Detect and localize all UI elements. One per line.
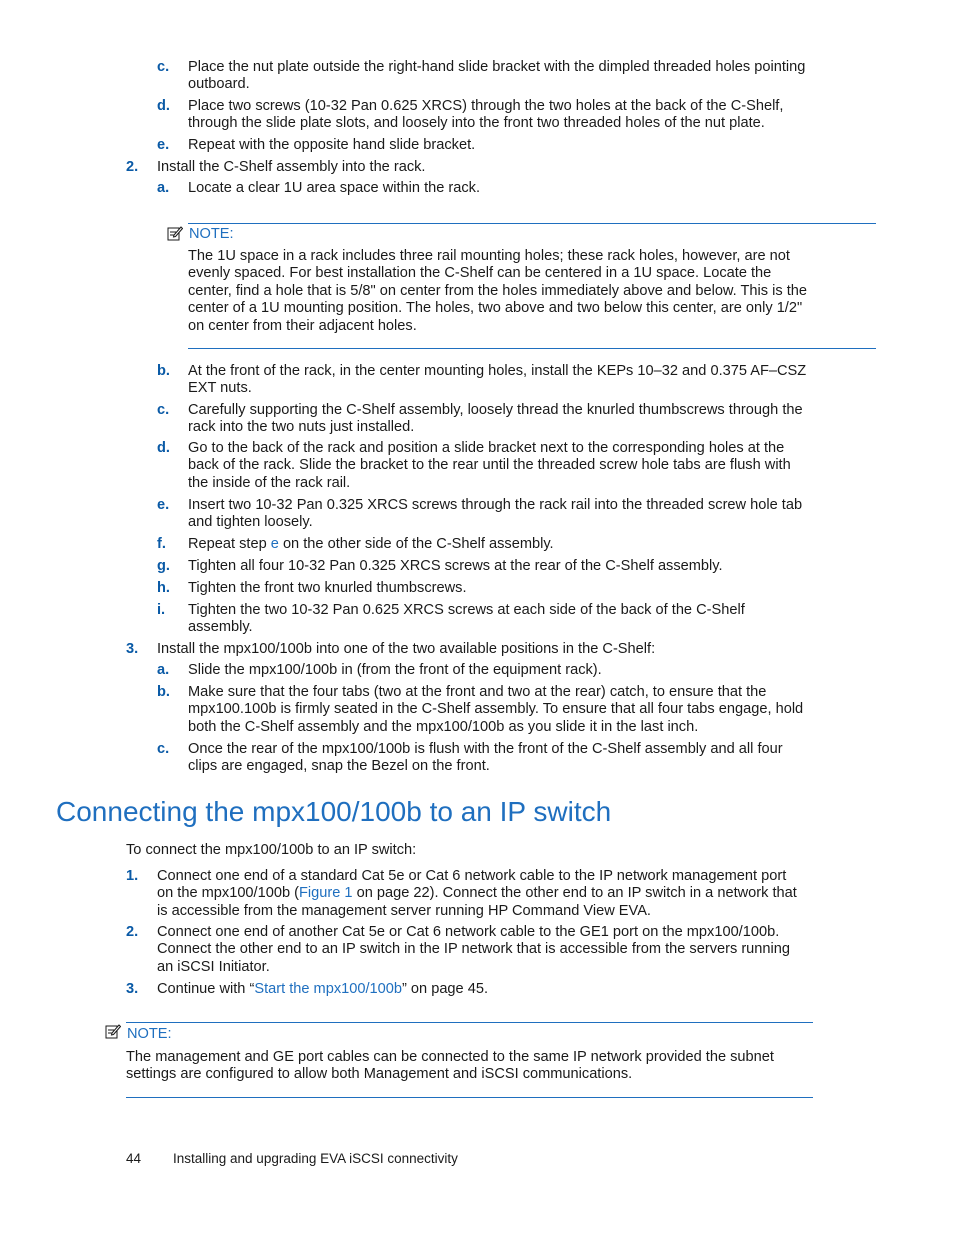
step-text-before: Continue with “ [157, 981, 255, 997]
step-marker: 3. [126, 641, 139, 657]
step-text-after: on page 22). Connect the other end to an IP switch in a network that is accessible from the management server running HP Command View EVA. [157, 885, 797, 919]
note-label: NOTE: [127, 1026, 172, 1042]
step-text: Slide the mpx100/100b in (from the front of the equipment rack). [188, 662, 602, 678]
page-number: 44 [126, 1151, 142, 1166]
step-marker: c. [157, 59, 170, 75]
step-marker: a. [157, 662, 170, 678]
step-marker: e. [157, 137, 170, 153]
step-2d [157, 440, 807, 492]
note-top-rule [188, 223, 876, 224]
step-text: Go to the back of the rack and position a slide bracket next to the corresponding holes at the back of the rack. Slide the bracket to the rear until the threaded screw hole tabs are flush with the inside of the rack rail. [188, 440, 791, 491]
step-marker: f. [157, 536, 166, 552]
step-text: Place two screws (10-32 Pan 0.625 XRCS) through the two holes at the back of the C-Shelf, through the slide plate slots, and loosely into the front two threaded holes of the nut plate. [188, 98, 784, 132]
step-marker: 1. [126, 868, 139, 884]
step-2b [157, 363, 807, 398]
step-2f [157, 536, 807, 553]
step-text-before: Repeat step [188, 536, 271, 552]
step-text: Make sure that the four tabs (two at the front and two at the rear) catch, to ensure that the mpx100.100b is firmly seated in the C-Shelf assembly. To ensure that all four tabs engage, hold both the C-Shelf assembly and the mpx100/100b as you slide it in the last inch. [188, 684, 804, 735]
step-2g [157, 558, 807, 575]
step-1c [157, 59, 807, 94]
note-label: NOTE: [189, 226, 234, 242]
step-marker: d. [157, 98, 170, 114]
note-pencil-icon [105, 1023, 121, 1039]
step-marker: b. [157, 684, 170, 700]
step-marker: a. [157, 180, 170, 196]
step-text-before: Connect one end of a standard Cat 5e or Cat 6 network cable to the IP network management port on the mpx100/100b ( [157, 868, 787, 902]
step-1e [157, 137, 807, 154]
step-3 [126, 641, 806, 658]
step-2i [157, 602, 807, 637]
step-marker: c. [157, 741, 170, 757]
step-marker: e. [157, 497, 170, 513]
step-text: Connect one end of another Cat 5e or Cat 6 network cable to the GE1 port on the mpx100/100b. Connect the other end to an IP switch in the IP network that is accessible from the servers running an iSCSI Initiator. [157, 924, 791, 975]
step-2e [157, 497, 807, 532]
step-marker: 3. [126, 981, 139, 997]
step-marker: b. [157, 363, 170, 379]
step-text-after: on the other side of the C-Shelf assembly. [278, 536, 554, 552]
figure-1-link[interactable]: Figure 1 [298, 885, 353, 902]
step-2a [157, 180, 807, 197]
step-marker: i. [157, 602, 166, 618]
step-text: Carefully supporting the C-Shelf assembly, loosely thread the knurled thumbscrews through the rack into the two nuts just installed. [188, 402, 803, 436]
step-text: Tighten the two 10-32 Pan 0.625 XRCS screws at each side of the back of the C-Shelf assembly. [188, 602, 745, 636]
step-text: Install the C-Shelf assembly into the rack. [157, 159, 426, 175]
note-top-rule [126, 1022, 813, 1023]
step-2 [126, 159, 806, 176]
step-3b [157, 684, 807, 736]
step-marker: 2. [126, 924, 139, 940]
step-text: Insert two 10-32 Pan 0.325 XRCS screws through the rack rail into the threaded screw hole tab and tighten loosely. [188, 497, 803, 531]
note-text: The 1U space in a rack includes three rail mounting holes; these rack holes, however, are not evenly spaced. For best installation the C-Shelf can be centered in a 1U space. Locate the center, find a hole that is 5/8" on center from the holes immediately above and below. This is the center of a 1U mounting position. The holes, two above and two below this center, are only 1/2" on center from their adjacent holes. [188, 248, 808, 334]
step-text: Tighten all four 10-32 Pan 0.325 XRCS screws at the rear of the C-Shelf assembly. [188, 558, 723, 574]
step-2h [157, 580, 807, 597]
step-marker: c. [157, 402, 170, 418]
step-marker: 2. [126, 159, 139, 175]
step-text: Place the nut plate outside the right-hand slide bracket with the dimpled threaded holes pointing outboard. [188, 59, 806, 93]
step-2c [157, 402, 807, 437]
note-bottom-rule [126, 1097, 813, 1098]
step-marker: h. [157, 580, 170, 596]
step-text: Install the mpx100/100b into one of the two available positions in the C-Shelf: [157, 641, 656, 657]
step-text: At the front of the rack, in the center mounting holes, install the KEPs 10–32 and 0.375 AF–CSZ EXT nuts. [188, 363, 807, 397]
step-marker: g. [157, 558, 170, 574]
step-marker: d. [157, 440, 170, 456]
section-step-1 [126, 868, 806, 920]
section-step-3 [126, 981, 806, 998]
note-bottom-rule [188, 348, 876, 349]
section-heading: Connecting the mpx100/100b to an IP switch [56, 796, 612, 827]
step-text: Once the rear of the mpx100/100b is flush with the front of the C-Shelf assembly and all four clips are engaged, snap the Bezel on the front. [188, 741, 783, 775]
footer-title: Installing and upgrading EVA iSCSI connectivity [173, 1151, 458, 1166]
section-step-2 [126, 924, 806, 976]
step-text: Repeat with the opposite hand slide bracket. [188, 137, 476, 153]
start-mpx-link[interactable]: Start the mpx100/100b [254, 981, 402, 997]
note-pencil-icon [167, 225, 183, 241]
step-text: Tighten the front two knurled thumbscrews. [188, 580, 467, 596]
step-text-after: ” on page 45. [402, 981, 489, 997]
step-1d [157, 98, 807, 133]
step-3a [157, 662, 807, 679]
step-text: Locate a clear 1U area space within the rack. [188, 180, 481, 196]
step-e-link[interactable]: e [270, 536, 279, 552]
section-intro: To connect the mpx100/100b to an IP switch: [126, 842, 417, 858]
note-text: The management and GE port cables can be connected to the same IP network provided the subnet settings are configured to allow both Management and iSCSI communications. [126, 1049, 774, 1083]
step-3c [157, 741, 807, 776]
